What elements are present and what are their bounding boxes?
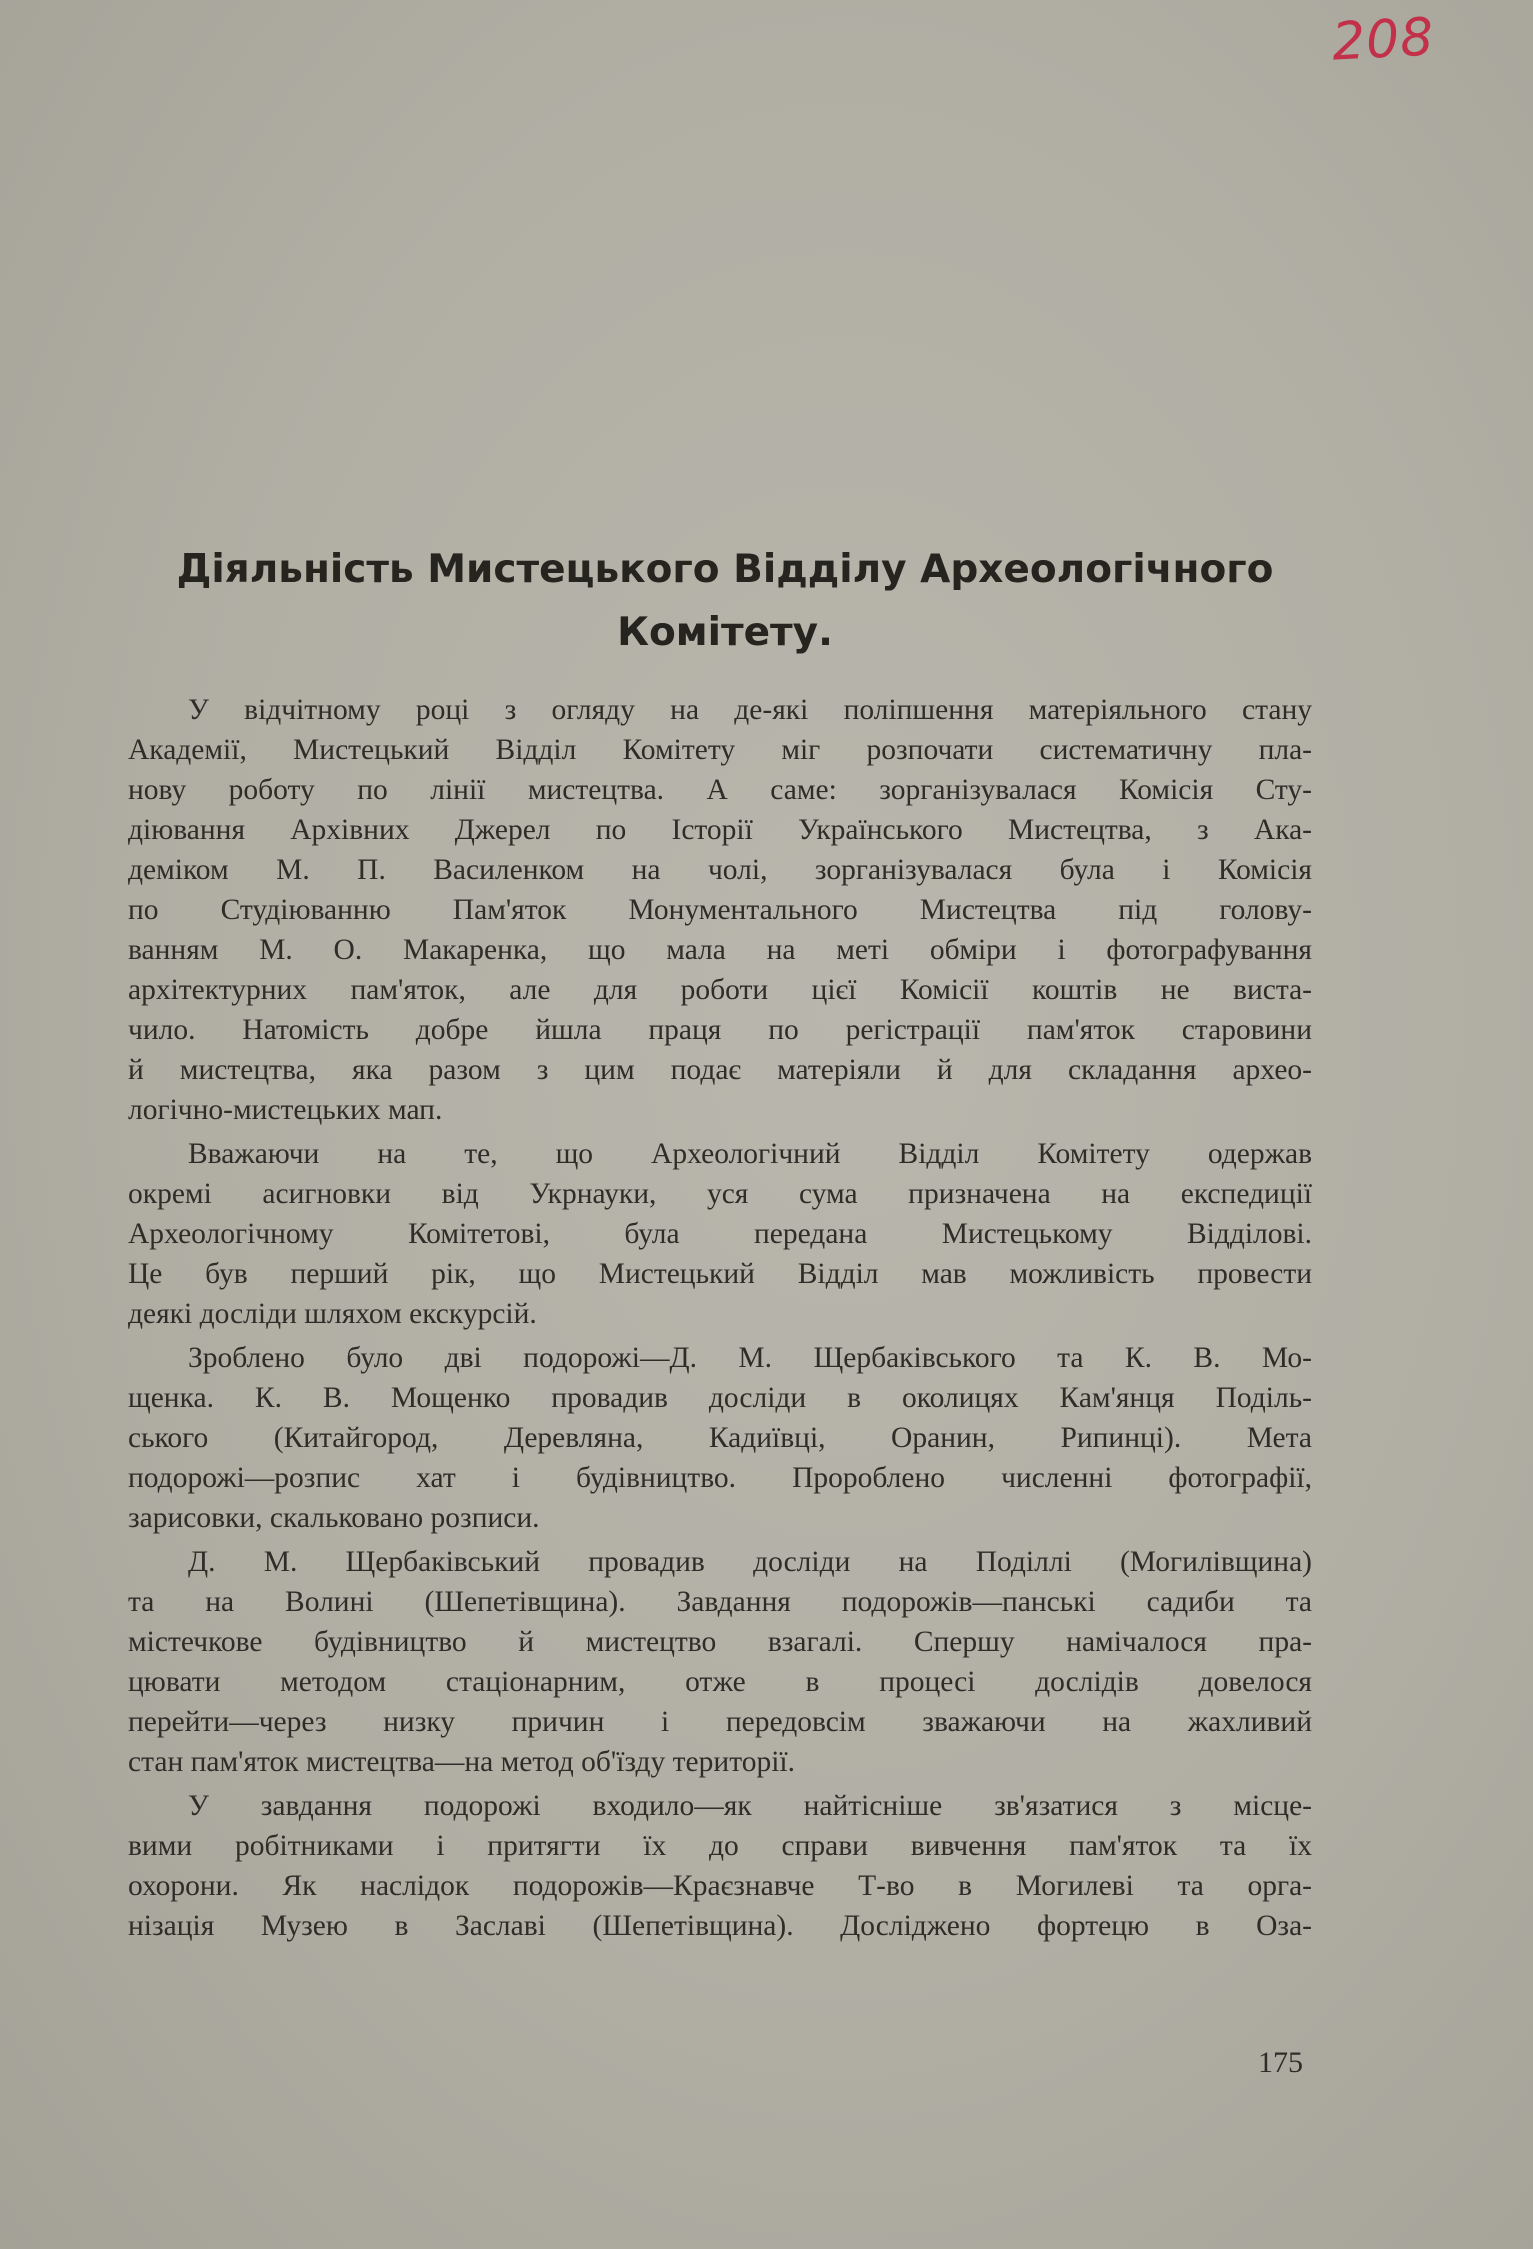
text-line: Вважаючи на те, що Археологічний Відділ Комітету одержав [188,1138,1312,1170]
text-line: діювання Архівних Джерел по Історії Українського Мистецтва, з Ака- [128,814,1312,846]
text-line: У завдання подорожі входило—як найтісніше зв'язатися з місце- [188,1790,1312,1822]
text-line: Академії, Мистецький Відділ Комітету міг розпочати систематичну пла- [128,734,1312,766]
text-line: зарисовки, скальковано розписи. [128,1502,540,1534]
title-line-2: Комітету. [617,610,833,655]
paragraph [128,1542,1312,1782]
text-line: по Студіюванню Пам'яток Монументального Мистецтва під голову- [128,894,1312,926]
archive-page-number: 208 [1330,7,1436,73]
page-number: 175 [1258,2046,1303,2079]
text-line: У відчітному році з огляду на де-які поліпшення матеріяльного стану [188,694,1312,726]
text-line: вими робітниками і притягти їх до справи вивчення пам'яток та їх [128,1830,1312,1862]
text-line: ського (Китайгород, Деревляна, Кадиївці, Оранин, Рипинці). Мета [128,1422,1312,1454]
text-line: нізація Музею в Заславі (Шепетівщина). Досліджено фортецю в Оза- [128,1910,1312,1942]
text-line: нову роботу по лінії мистецтва. А саме: зорганізувалася Комісія Сту- [128,774,1312,806]
text-line: подорожі—розпис хат і будівництво. Пророблено численні фотографії, [128,1462,1312,1494]
paragraph [128,1134,1312,1334]
text-line: цювати методом стаціонарним, отже в процесі дослідів довелося [128,1666,1312,1698]
text-line: й мистецтва, яка разом з цим подає матеріяли й для складання архео- [128,1054,1312,1086]
text-line: та на Волині (Шепетівщина). Завдання подорожів—панські садиби та [128,1586,1312,1618]
paragraph [128,1338,1312,1538]
text-line: окремі асигновки від Укрнауки, уся сума призначена на експедиції [128,1178,1312,1210]
body-text [128,690,1312,1950]
text-line: деякі досліди шляхом екскурсій. [128,1298,537,1330]
text-line: Д. М. Щербаківський провадив досліди на Поділлі (Могилівщина) [188,1546,1312,1578]
text-line: перейти—через низку причин і передовсім зважаючи на жахливий [128,1706,1312,1738]
text-line: охорони. Як наслідок подорожів—Краєзнавче Т-во в Могилеві та орга- [128,1870,1312,1902]
text-line: деміком М. П. Василенком на чолі, зорганізувалася була і Комісія [128,854,1312,886]
text-line: ванням М. О. Макаренка, що мала на меті обміри і фотографування [128,934,1312,966]
page-title [120,538,1330,664]
text-line: щенка. К. В. Мощенко провадив досліди в околицях Кам'янця Поділь- [128,1382,1312,1414]
text-line: містечкове будівництво й мистецтво взагалі. Спершу намічалося пра- [128,1626,1312,1658]
text-line: стан пам'яток мистецтва—на метод об'їзду території. [128,1746,795,1778]
text-line: логічно-мистецьких мап. [128,1094,443,1126]
text-line: чило. Натомість добре йшла праця по регістрації пам'яток старовини [128,1014,1312,1046]
title-line-1: Діяльність Мистецького Відділу Археологічного [176,547,1274,592]
paragraph [128,1786,1312,1946]
text-line: архітектурних пам'яток, але для роботи цієї Комісії коштів не виста- [128,974,1312,1006]
text-line: Це був перший рік, що Мистецький Відділ мав можливість провести [128,1258,1312,1290]
text-line: Зроблено було дві подорожі—Д. М. Щербаківського та К. В. Мо- [188,1342,1312,1374]
text-line: Археологічному Комітетові, була передана Мистецькому Відділові. [128,1218,1312,1250]
paragraph [128,690,1312,1130]
